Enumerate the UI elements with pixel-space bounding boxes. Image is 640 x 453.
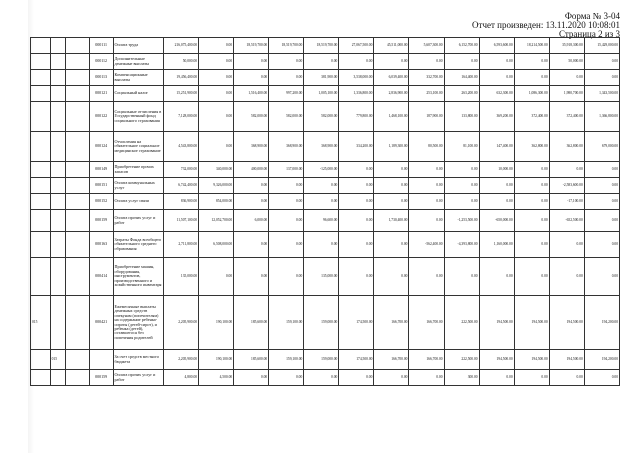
value-cell: 0.00	[374, 194, 409, 210]
value-cell: 0.00	[234, 370, 269, 386]
value-cell: 854,000.00	[199, 194, 234, 210]
value-cell: 12,052,700.00	[199, 210, 234, 232]
value-cell: 185,600.00	[234, 350, 269, 370]
value-cell: 0.00	[199, 86, 234, 102]
value-cell: 0.00	[514, 178, 549, 194]
value-cell: 0.00	[269, 194, 304, 210]
row-name: Приобретение машин, оборудования, инструментов, производственного и хозяйственного инвентаря	[113, 258, 164, 296]
value-cell: 0.00	[339, 162, 374, 178]
value-cell: 0.00	[199, 102, 234, 132]
value-cell: 18,519,700.00	[234, 38, 269, 54]
row-name: Оплата услуг связи	[113, 194, 164, 210]
value-cell: 368,900.00	[234, 132, 269, 162]
section-cell	[31, 132, 51, 162]
row-name: Отчисления на обязательное социальное медицинское страхование	[113, 132, 164, 162]
value-cell: 0.00	[304, 178, 339, 194]
value-cell: 368,900.00	[269, 132, 304, 162]
value-cell: 216,075,400.00	[164, 38, 199, 54]
value-cell: 190,100.00	[199, 296, 234, 350]
value-cell: 0.00	[479, 194, 514, 210]
value-cell: 174,500.00	[339, 350, 374, 370]
value-cell: 0.00	[514, 210, 549, 232]
section-cell	[31, 350, 51, 370]
value-cell: 6,593,600.00	[479, 38, 514, 54]
value-cell: 381,900.00	[304, 70, 339, 86]
value-cell: 15,429,000.00	[584, 38, 619, 54]
spacer-cell	[66, 132, 90, 162]
value-cell: 732,000.00	[164, 162, 199, 178]
value-cell: 0.00	[479, 70, 514, 86]
value-cell: 263,200.00	[444, 86, 479, 102]
report-header	[472, 12, 620, 39]
value-cell: 4,500.00	[199, 370, 234, 386]
value-cell: 0.00	[549, 70, 584, 86]
value-cell: 0.00	[514, 232, 549, 258]
value-cell: -125,000.00	[304, 162, 339, 178]
value-cell: 0.00	[234, 70, 269, 86]
row-code: 000122	[89, 102, 113, 132]
table-row	[31, 232, 620, 258]
spacer-cell	[66, 54, 90, 70]
value-cell: 4,543,800.00	[164, 132, 199, 162]
report-timestamp: Отчет произведен: 13.11.2020 10:08:01	[472, 20, 620, 30]
value-cell: 50,000.00	[549, 54, 584, 70]
value-cell: 253,100.00	[409, 86, 444, 102]
subsection-cell	[50, 102, 65, 132]
table-row	[31, 54, 620, 70]
value-cell: 194,500.00	[479, 350, 514, 370]
value-cell: 0.00	[584, 232, 619, 258]
value-cell: 135,000.00	[304, 258, 339, 296]
value-cell: -17,100.00	[549, 194, 584, 210]
subsection-cell	[50, 86, 65, 102]
section-cell	[31, 194, 51, 210]
value-cell: 400,000.00	[234, 162, 269, 178]
value-cell: 0.00	[549, 370, 584, 386]
section-cell	[31, 162, 51, 178]
budget-table	[30, 37, 620, 386]
row-code: 000113	[89, 70, 113, 86]
value-cell: 0.00	[199, 38, 234, 54]
section-cell	[31, 258, 51, 296]
value-cell: 0.00	[479, 370, 514, 386]
section-cell	[31, 102, 51, 132]
value-cell: 0.00	[269, 178, 304, 194]
spacer-cell	[66, 178, 90, 194]
value-cell: 1,366,800.00	[584, 102, 619, 132]
value-cell: 1,336,800.00	[339, 86, 374, 102]
row-name: За счет средств местного бюджета	[113, 350, 164, 370]
table-row	[31, 162, 620, 178]
spacer-cell	[66, 162, 90, 178]
value-cell: 35,918,300.00	[549, 38, 584, 54]
value-cell: 679,000.00	[584, 132, 619, 162]
value-cell: 19,456,400.00	[164, 70, 199, 86]
value-cell: -562,400.00	[409, 232, 444, 258]
form-number: Форма № 3-04	[564, 11, 620, 21]
table-row	[31, 296, 620, 350]
row-code: 000421	[89, 296, 113, 350]
value-cell: 166,700.00	[409, 296, 444, 350]
value-cell: 997,200.00	[269, 86, 304, 102]
value-cell: 0.00	[339, 258, 374, 296]
value-cell: -650,000.00	[479, 210, 514, 232]
value-cell: 0.00	[444, 258, 479, 296]
value-cell: 0.00	[514, 194, 549, 210]
value-cell: 1,343,500.00	[584, 86, 619, 102]
value-cell: 1,980,700.00	[549, 86, 584, 102]
value-cell: 0.00	[584, 54, 619, 70]
value-cell: 166,700.00	[409, 350, 444, 370]
value-cell: 2,836,900.00	[374, 86, 409, 102]
row-code: 000163	[89, 232, 113, 258]
subsection-cell	[50, 370, 65, 386]
value-cell: 0.00	[234, 258, 269, 296]
subsection-cell	[50, 162, 65, 178]
row-code: 000151	[89, 178, 113, 194]
value-cell: 0.00	[514, 162, 549, 178]
value-cell: 166,700.00	[374, 296, 409, 350]
value-cell: 372,400.00	[514, 102, 549, 132]
value-cell: -1,253,500.00	[444, 210, 479, 232]
value-cell: 0.00	[409, 194, 444, 210]
value-cell: 0.00	[514, 370, 549, 386]
value-cell: 185,600.00	[234, 296, 269, 350]
value-cell: 18,214,500.00	[514, 38, 549, 54]
value-cell: 2,711,800.00	[164, 232, 199, 258]
value-cell: 0.00	[269, 370, 304, 386]
value-cell: 369,200.00	[479, 102, 514, 132]
row-name: Компенсационные выплаты	[113, 70, 164, 86]
section-cell	[31, 178, 51, 194]
row-code: 000159	[89, 210, 113, 232]
value-cell: 187,900.00	[409, 102, 444, 132]
value-cell: 0.00	[584, 370, 619, 386]
row-name: Социальный налог	[113, 86, 164, 102]
value-cell: 372,400.00	[549, 102, 584, 132]
value-cell: 166,700.00	[374, 350, 409, 370]
value-cell: -4,393,800.00	[444, 232, 479, 258]
value-cell: 0.00	[199, 70, 234, 86]
subsection-cell	[50, 296, 65, 350]
value-cell: 194,500.00	[479, 296, 514, 350]
value-cell: -2,583,600.00	[549, 178, 584, 194]
row-code: 000124	[89, 132, 113, 162]
value-cell: 80,500.00	[409, 132, 444, 162]
row-code: 000111	[89, 38, 113, 54]
value-cell: 0.00	[234, 178, 269, 194]
value-cell: 3,538,000.00	[339, 70, 374, 86]
subsection-cell	[50, 178, 65, 194]
value-cell: 147,400.00	[479, 132, 514, 162]
subsection-cell	[50, 70, 65, 86]
section-cell	[31, 370, 51, 386]
row-code: 000112	[89, 54, 113, 70]
value-cell: 18,519,700.00	[269, 38, 304, 54]
table-row	[31, 258, 620, 296]
subsection-cell: 015	[50, 350, 65, 370]
spacer-cell	[66, 258, 90, 296]
value-cell: 18,519,700.00	[304, 38, 339, 54]
value-cell: 159,100.00	[269, 296, 304, 350]
value-cell: 0.00	[584, 70, 619, 86]
row-code: 000121	[89, 86, 113, 102]
section-cell	[31, 38, 51, 54]
value-cell: 1,005,100.00	[304, 86, 339, 102]
value-cell: 1,468,100.00	[374, 102, 409, 132]
subsection-cell	[50, 54, 65, 70]
value-cell: 0.00	[549, 162, 584, 178]
row-code: 000159	[89, 370, 113, 386]
subsection-cell	[50, 232, 65, 258]
value-cell: 190,100.00	[199, 350, 234, 370]
value-cell: 0.00	[234, 194, 269, 210]
value-cell: 6,152,700.00	[444, 38, 479, 54]
value-cell: 0.00	[409, 54, 444, 70]
value-cell: -652,500.00	[549, 210, 584, 232]
subsection-cell	[50, 258, 65, 296]
value-cell: 0.00	[339, 194, 374, 210]
value-cell: 7,128,000.00	[164, 102, 199, 132]
row-name: Приобретение прочих запасов	[113, 162, 164, 178]
value-cell: 0.00	[269, 232, 304, 258]
value-cell: 0.00	[444, 178, 479, 194]
value-cell: 0.00	[199, 54, 234, 70]
row-name: Оплата прочих услуг и работ	[113, 370, 164, 386]
value-cell: 632,300.00	[479, 86, 514, 102]
table-row	[31, 350, 620, 370]
value-cell: 0.00	[409, 178, 444, 194]
value-cell: 0.00	[304, 232, 339, 258]
value-cell: 0.00	[339, 178, 374, 194]
value-cell: 0.00	[409, 210, 444, 232]
value-cell: 582,000.00	[269, 102, 304, 132]
value-cell: 0.00	[374, 162, 409, 178]
value-cell: 2,205,900.00	[164, 350, 199, 370]
value-cell: 4,800.00	[164, 370, 199, 386]
value-cell: 194,500.00	[514, 350, 549, 370]
value-cell: 362,800.00	[549, 132, 584, 162]
value-cell: 779,800.00	[339, 102, 374, 132]
value-cell: 0.00	[444, 194, 479, 210]
section-cell	[31, 232, 51, 258]
subsection-cell	[50, 210, 65, 232]
page-number: Страница 2 из 3	[559, 29, 620, 39]
row-name: Затраты Фонда всеобщего обязательного среднего образования	[113, 232, 164, 258]
spacer-cell	[66, 210, 90, 232]
section-cell	[31, 54, 51, 70]
spacer-cell	[66, 70, 90, 86]
value-cell: 2,205,900.00	[164, 296, 199, 350]
value-cell: 96,600.00	[304, 210, 339, 232]
value-cell: 0.00	[269, 210, 304, 232]
value-cell: 0.00	[234, 232, 269, 258]
value-cell: 0.00	[409, 162, 444, 178]
value-cell: 1,730,400.00	[374, 210, 409, 232]
value-cell: 194,500.00	[514, 296, 549, 350]
spacer-cell	[66, 296, 90, 350]
value-cell: 0.00	[304, 54, 339, 70]
value-cell: 0.00	[374, 258, 409, 296]
value-cell: 0.00	[514, 258, 549, 296]
value-cell: 0.00	[479, 54, 514, 70]
value-cell: 0.00	[269, 54, 304, 70]
value-cell: 9,326,000.00	[199, 178, 234, 194]
value-cell: 300.00	[444, 370, 479, 386]
value-cell: 836,900.00	[164, 194, 199, 210]
value-cell: 0.00	[444, 54, 479, 70]
value-cell: 1,516,400.00	[234, 86, 269, 102]
value-cell: 1,160,000.00	[479, 232, 514, 258]
row-name: Социальные отчисления в Государственный фонд социального страхования	[113, 102, 164, 132]
value-cell: 0.00	[584, 210, 619, 232]
value-cell: 194,500.00	[549, 296, 584, 350]
value-cell: 6,039,400.00	[374, 70, 409, 86]
row-code: 000152	[89, 194, 113, 210]
value-cell: 0.00	[374, 370, 409, 386]
value-cell: 194,200.00	[584, 296, 619, 350]
value-cell: 0.00	[584, 178, 619, 194]
value-cell: 0.00	[514, 54, 549, 70]
value-cell: 0.00	[479, 258, 514, 296]
row-name: Дополнительные денежные выплаты	[113, 54, 164, 70]
value-cell: 50,000.00	[164, 54, 199, 70]
row-code: 000414	[89, 258, 113, 296]
table-row	[31, 178, 620, 194]
section-cell	[31, 210, 51, 232]
spacer-cell	[66, 86, 90, 102]
value-cell: 222,500.00	[444, 350, 479, 370]
subsection-cell	[50, 38, 65, 54]
value-cell: 222,500.00	[444, 296, 479, 350]
value-cell: 0.00	[479, 178, 514, 194]
value-cell: 159,100.00	[269, 350, 304, 370]
section-cell: 015	[31, 296, 51, 350]
value-cell: 0.00	[339, 54, 374, 70]
value-cell: 0.00	[409, 258, 444, 296]
value-cell: 11,507,100.00	[164, 210, 199, 232]
value-cell: 0.00	[339, 210, 374, 232]
table-row	[31, 70, 620, 86]
value-cell: 0.00	[269, 70, 304, 86]
value-cell: 582,000.00	[234, 102, 269, 132]
value-cell: 174,500.00	[339, 296, 374, 350]
value-cell: 0.00	[409, 370, 444, 386]
value-cell: 1,086,300.00	[514, 86, 549, 102]
value-cell: 194,200.00	[584, 350, 619, 370]
value-cell: 582,000.00	[304, 102, 339, 132]
value-cell: 0.00	[339, 232, 374, 258]
section-cell	[31, 86, 51, 102]
subsection-cell	[50, 194, 65, 210]
value-cell: 0.00	[374, 232, 409, 258]
spacer-cell	[66, 194, 90, 210]
row-name: Оплата труда	[113, 38, 164, 54]
value-cell: 164,400.00	[444, 70, 479, 86]
value-cell: 0.00	[549, 258, 584, 296]
value-cell: 27,067,500.00	[339, 38, 374, 54]
table-row	[31, 370, 620, 386]
table-row	[31, 102, 620, 132]
value-cell: 6,742,400.00	[164, 178, 199, 194]
value-cell: 0.00	[304, 194, 339, 210]
value-cell: 0.00	[584, 258, 619, 296]
value-cell: 368,900.00	[304, 132, 339, 162]
value-cell: 362,800.00	[514, 132, 549, 162]
row-code: 000149	[89, 162, 113, 178]
spacer-cell	[66, 350, 90, 370]
table-row	[31, 210, 620, 232]
value-cell: 10,000.00	[479, 162, 514, 178]
value-cell: 133,800.00	[444, 102, 479, 132]
value-cell: 0.00	[269, 258, 304, 296]
spacer-cell	[66, 102, 90, 132]
value-cell: 0.00	[514, 70, 549, 86]
subsection-cell	[50, 132, 65, 162]
spacer-cell	[66, 38, 90, 54]
value-cell: 81,100.00	[444, 132, 479, 162]
value-cell: 159,000.00	[304, 350, 339, 370]
value-cell: 0.00	[584, 194, 619, 210]
value-cell: 0.00	[444, 162, 479, 178]
value-cell: 0.00	[304, 370, 339, 386]
value-cell: 0.00	[374, 178, 409, 194]
value-cell: 137,000.00	[269, 162, 304, 178]
value-cell: 159,000.00	[304, 296, 339, 350]
value-cell: 194,500.00	[549, 350, 584, 370]
value-cell: 135,000.00	[164, 258, 199, 296]
value-cell: 0.00	[234, 54, 269, 70]
table-row	[31, 132, 620, 162]
table-row	[31, 86, 620, 102]
row-name: Ежемесячные выплаты денежных средств опекунам (попечителям) на содержание ребенка-сироты (детей-сирот), и ребенка (детей), оставшегося без попечения родителей	[113, 296, 164, 350]
value-cell: 0.00	[199, 258, 234, 296]
row-name: Оплата коммунальных услуг	[113, 178, 164, 194]
row-code	[89, 350, 113, 370]
row-name: Оплата прочих услуг и работ	[113, 210, 164, 232]
section-cell	[31, 70, 51, 86]
value-cell: 332,700.00	[409, 70, 444, 86]
value-cell: 334,200.00	[339, 132, 374, 162]
value-cell: 0.00	[339, 370, 374, 386]
value-cell: 15,251,900.00	[164, 86, 199, 102]
table-row	[31, 38, 620, 54]
value-cell: 45,511,000.00	[374, 38, 409, 54]
value-cell: 0.00	[199, 132, 234, 162]
value-cell: 0.00	[549, 232, 584, 258]
spacer-cell	[66, 370, 90, 386]
value-cell: 6,508,000.00	[199, 232, 234, 258]
value-cell: 340,000.00	[199, 162, 234, 178]
value-cell: 0.00	[374, 54, 409, 70]
spacer-cell	[66, 232, 90, 258]
value-cell: 6,000.00	[234, 210, 269, 232]
value-cell: 1,189,300.00	[374, 132, 409, 162]
table-row	[31, 194, 620, 210]
value-cell: 0.00	[584, 162, 619, 178]
value-cell: 5,607,300.00	[409, 38, 444, 54]
